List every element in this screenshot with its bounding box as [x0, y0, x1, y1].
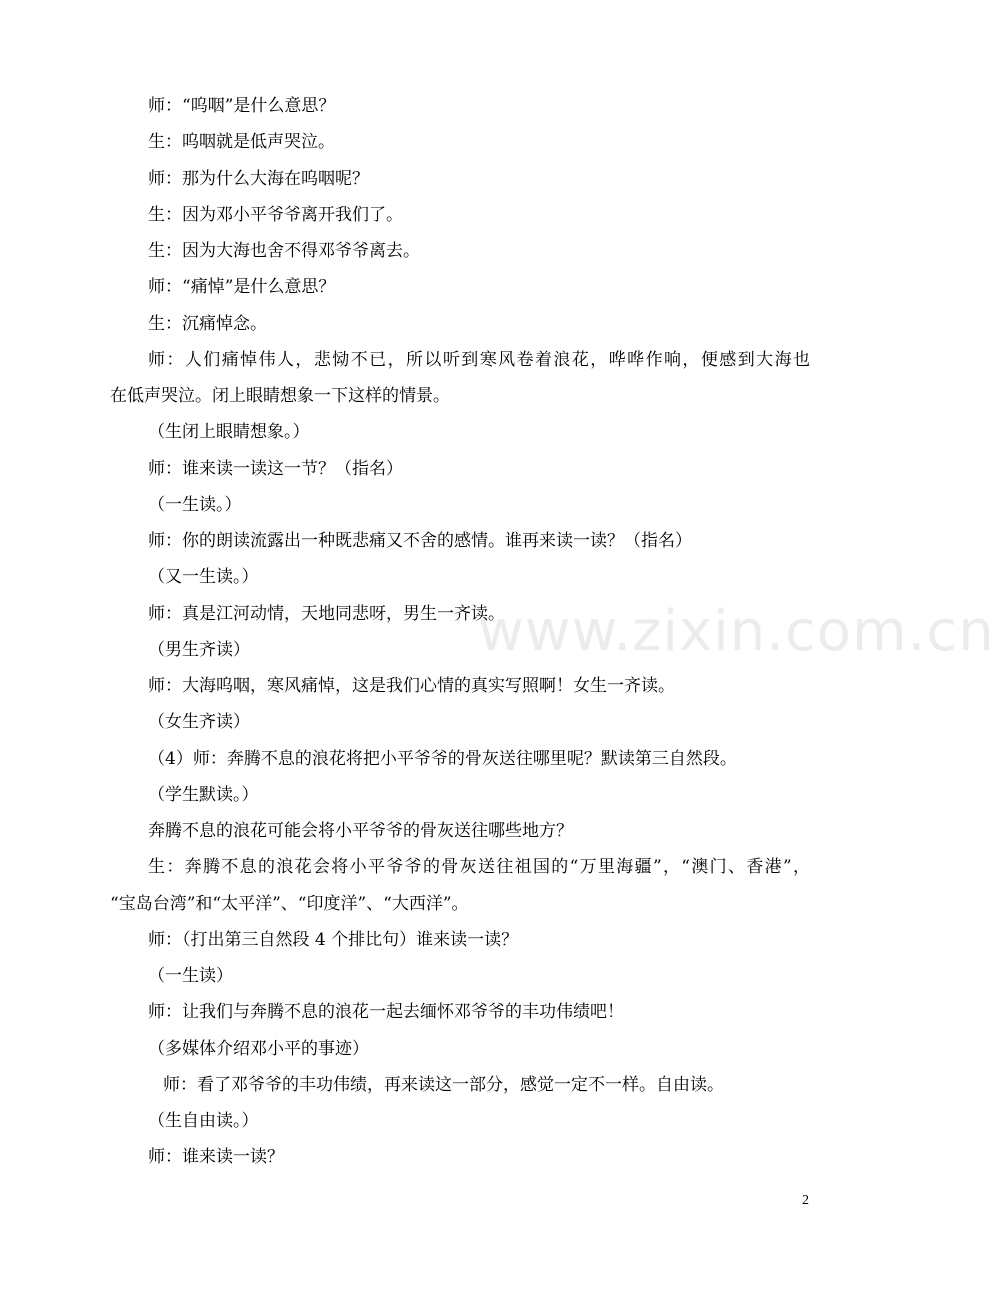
text-line-25: （一生读）	[148, 966, 233, 986]
text-line-13: 师：你的朗读流露出一种既悲痛又不舍的感情。谁再来读一读？（指名）	[148, 531, 692, 551]
text-line-11: 师：谁来读一读这一节？（指名）	[148, 459, 403, 479]
text-line-7: 生：沉痛悼念。	[148, 314, 267, 334]
text-line-1: 师：“呜咽”是什么意思？	[148, 96, 336, 116]
text-line-12: （一生读。）	[148, 495, 242, 515]
text-line-6: 师：“痛悼”是什么意思？	[148, 277, 336, 297]
text-line-24: 师：（打出第三自然段 4 个排比句）谁来读一读？	[148, 930, 519, 950]
text-line-23: “宝岛台湾”和“太平洋”、“印度洋”、“大西洋”。	[110, 894, 469, 914]
text-line-29: （生自由读。）	[148, 1111, 259, 1131]
text-line-4: 生：因为邓小平爷爷离开我们了。	[148, 205, 403, 225]
text-line-26: 师：让我们与奔腾不息的浪花一起去缅怀邓爷爷的丰功伟绩吧！	[148, 1002, 624, 1022]
watermark-text: www.zixin.com.cn	[478, 599, 995, 664]
text-line-17: 师：大海呜咽，寒风痛悼，这是我们心情的真实写照啊！女生一齐读。	[148, 676, 675, 696]
text-line-19: （4）师：奔腾不息的浪花将把小平爷爷的骨灰送往哪里呢？默读第三自然段。	[148, 749, 737, 769]
text-line-10: （生闭上眼睛想象。）	[148, 422, 310, 442]
text-line-2: 生：呜咽就是低声哭泣。	[148, 132, 335, 152]
text-line-27: （多媒体介绍邓小平的事迹）	[148, 1039, 369, 1059]
text-line-5: 生：因为大海也舍不得邓爷爷离去。	[148, 241, 420, 261]
text-line-15: 师：真是江河动情，天地同悲呀，男生一齐读。	[148, 604, 505, 624]
text-line-18: （女生齐读）	[148, 712, 250, 732]
text-line-8: 师：人们痛悼伟人，悲恸不已，所以听到寒风卷着浪花，哗哗作响，便感到大海也	[148, 350, 810, 370]
page-number: 2	[802, 1193, 809, 1208]
text-line-28: 师：看了邓爷爷的丰功伟绩，再来读这一部分，感觉一定不一样。自由读。	[163, 1075, 724, 1095]
text-line-9: 在低声哭泣。闭上眼睛想象一下这样的情景。	[110, 386, 450, 406]
text-line-3: 师：那为什么大海在呜咽呢？	[148, 169, 369, 189]
text-line-30: 师：谁来读一读？	[148, 1147, 284, 1167]
text-line-22: 生：奔腾不息的浪花会将小平爷爷的骨灰送往祖国的“万里海疆”，“澳门、香港”，	[148, 857, 810, 877]
text-line-16: （男生齐读）	[148, 640, 250, 660]
text-line-14: （又一生读。）	[148, 567, 259, 587]
text-line-21: 奔腾不息的浪花可能会将小平爷爷的骨灰送往哪些地方？	[148, 821, 573, 841]
text-line-20: （学生默读。）	[148, 785, 259, 805]
